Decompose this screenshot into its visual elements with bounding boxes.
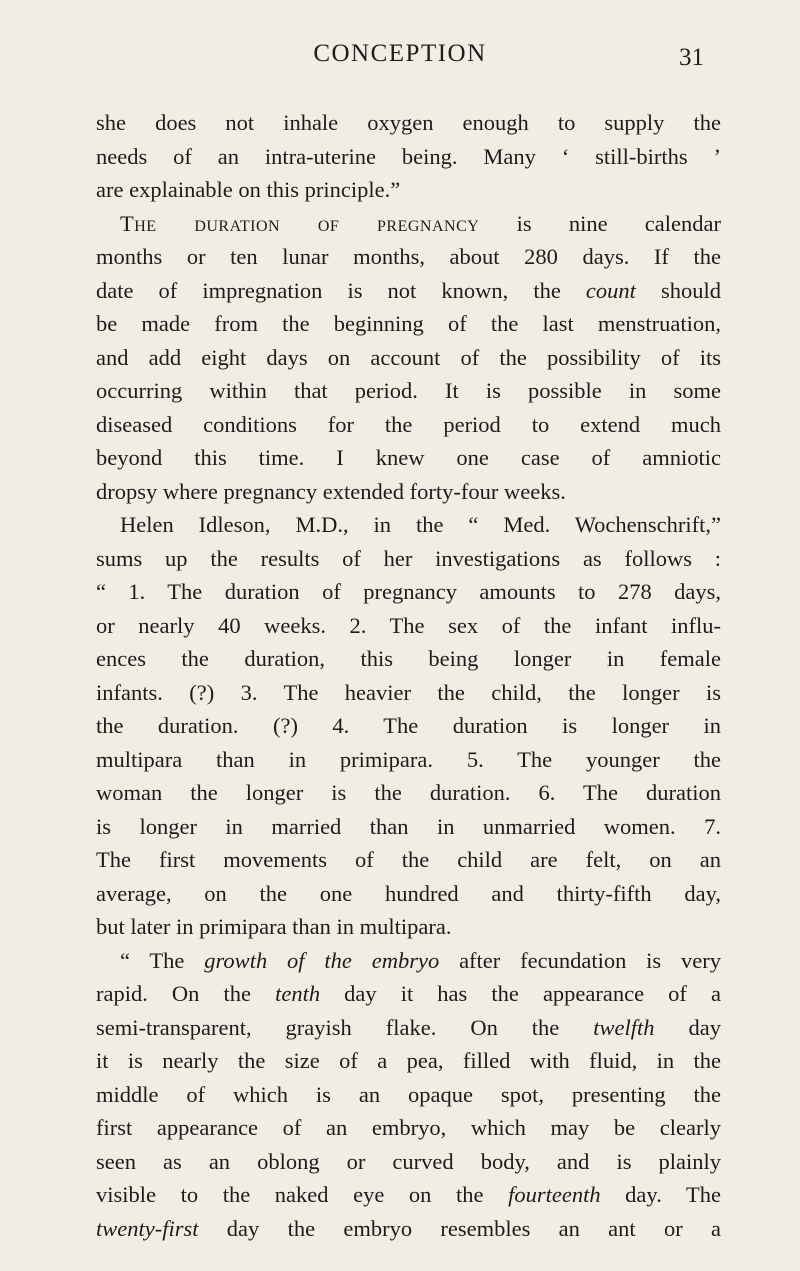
- text-line: and add eight days on account of the possibility of its: [96, 344, 721, 370]
- text-run: day. The: [600, 1182, 721, 1207]
- text-line: [96, 207, 721, 241]
- page-header: [0, 40, 800, 80]
- text-run: day it has the appearance of a: [320, 981, 721, 1006]
- text-line: first appearance of an embryo, which may be clearly: [96, 1115, 721, 1140]
- running-title: CONCEPTION: [313, 40, 487, 67]
- text-line: be made from the beginning of the last menstruation,: [96, 311, 721, 336]
- text-line: average, on the one hundred and thirty-fifth day,: [96, 880, 721, 906]
- text-line: seen as an oblong or curved body, and is plainly: [96, 1148, 721, 1174]
- italic-run: growth of the embryo: [204, 947, 440, 973]
- text-run: rapid. On the: [96, 981, 276, 1006]
- text-line: are explainable on this principle.”: [96, 177, 401, 202]
- text-line: The first movements of the child are felt, on an: [96, 847, 721, 872]
- text-line: she does not inhale oxygen enough to supply the: [96, 110, 721, 135]
- text-line: [96, 274, 721, 308]
- text-line: “ 1. The duration of pregnancy amounts to 278 days,: [96, 579, 721, 604]
- text-line: multipara than in primipara. 5. The younger the: [96, 746, 721, 772]
- text-run: after fecundation is very: [439, 947, 722, 973]
- text-run: semi-transparent, grayish flake. On the: [96, 1014, 594, 1040]
- text-run: day: [654, 1014, 721, 1040]
- text-line: the duration. (?) 4. The duration is longer in: [96, 713, 721, 738]
- text-run: visible to the naked eye on the: [96, 1182, 509, 1207]
- text-line: middle of which is an opaque spot, presenting the: [96, 1081, 721, 1107]
- text-line: months or ten lunar months, about 280 days. If the: [96, 244, 721, 269]
- small-caps-heading: The duration of pregnancy: [120, 210, 480, 236]
- italic-run: fourteenth: [508, 1182, 601, 1207]
- italic-run: twenty-first: [96, 1215, 199, 1241]
- text-line: dropsy where pregnancy extended forty-four weeks.: [96, 478, 566, 504]
- text-line: beyond this time. I knew one case of amniotic: [96, 445, 721, 470]
- italic-run: count: [585, 277, 636, 303]
- text-line: is longer in married than in unmarried women. 7.: [96, 813, 721, 839]
- text-line: or nearly 40 weeks. 2. The sex of the infant influ-: [96, 612, 721, 638]
- text-line: woman the longer is the duration. 6. The duration: [96, 780, 721, 805]
- text-line: [96, 977, 721, 1011]
- text-run: day the embryo resembles an ant or a: [198, 1215, 721, 1241]
- text-line: diseased conditions for the period to extend much: [96, 411, 721, 437]
- text-run: date of impregnation is not known, the: [96, 277, 586, 303]
- text-run: should: [635, 277, 721, 303]
- text-run: is nine calendar: [479, 210, 721, 236]
- italic-run: tenth: [275, 981, 321, 1006]
- text-line: but later in primipara than in multipara.: [96, 914, 452, 939]
- text-line: [96, 1178, 721, 1212]
- text-line: [96, 1212, 721, 1246]
- text-line: [96, 944, 721, 978]
- text-line: infants. (?) 3. The heavier the child, the longer is: [96, 679, 721, 705]
- text-run: “ The: [120, 947, 205, 973]
- text-line: occurring within that period. It is possible in some: [96, 378, 721, 403]
- text-line: ences the duration, this being longer in female: [96, 646, 721, 671]
- text-line: Helen Idleson, M.D., in the “ Med. Wochenschrift,”: [120, 512, 721, 537]
- page-number: 31: [679, 44, 704, 71]
- text-line: it is nearly the size of a pea, filled with fluid, in the: [96, 1048, 721, 1073]
- text-line: sums up the results of her investigations as follows :: [96, 545, 721, 571]
- body-text: [96, 106, 721, 1245]
- italic-run: twelfth: [593, 1014, 655, 1040]
- text-line: [96, 1011, 721, 1045]
- text-line: needs of an intra-uterine being. Many ‘ still-births ’: [96, 143, 721, 169]
